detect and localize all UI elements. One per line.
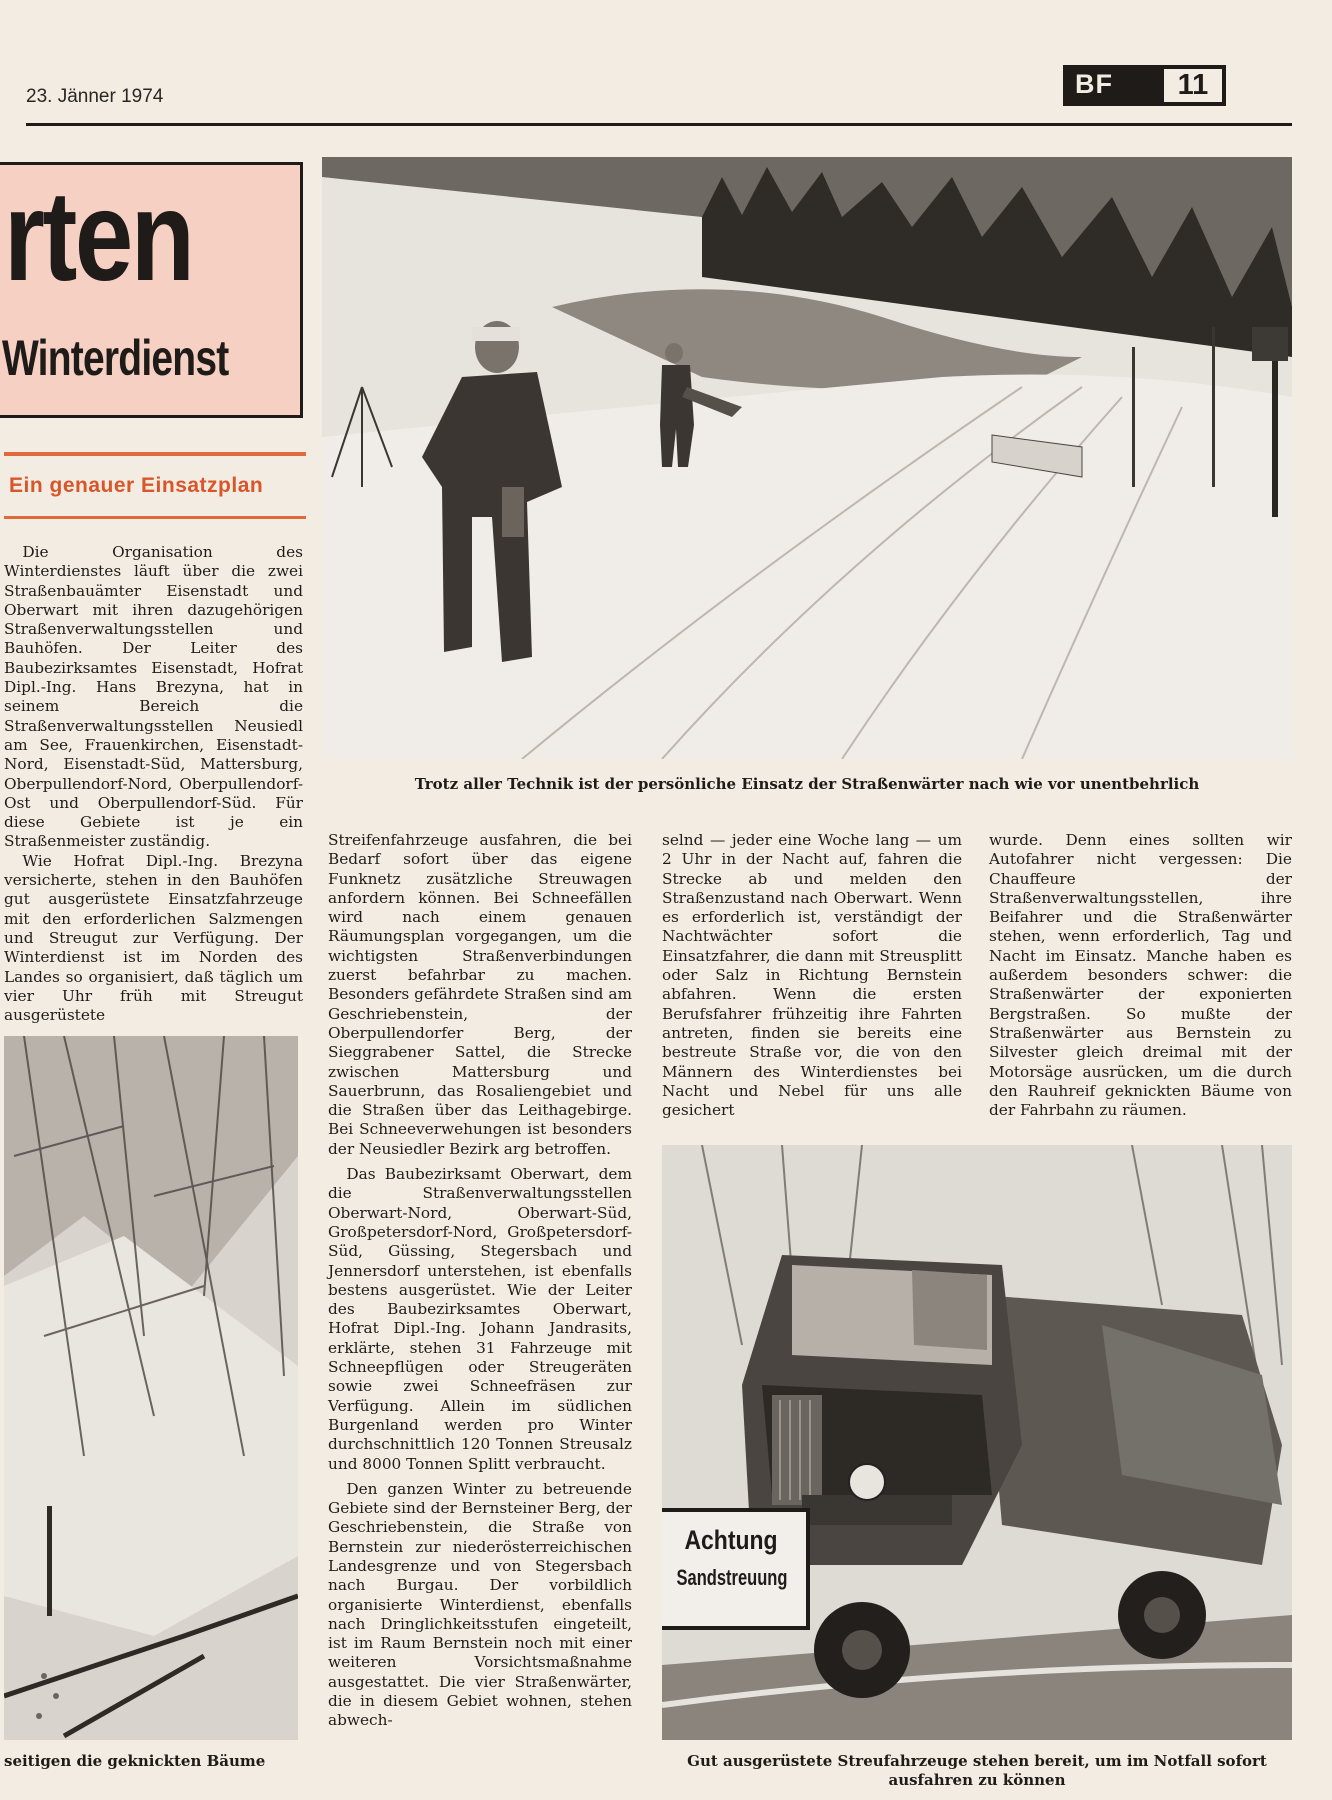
paragraph: selnd — jeder eine Woche lang — um 2 Uhr in der Nacht auf, fahren die Strecke ab und melden den Straßenzustand nach Oberwart. Wenn es erforderlich ist, verständigt der Nachtwächter sofort die Einsatzfahrer, die dann mit Streusplitt oder Salz in Richtung Bernstein abfahren. Wenn die ersten Berufsfahrer frühzeitig ihre Fahrten antreten, finden sie bereits eine bestreute Straße vor, die von den Männern des Winterdienstes bei Nacht und Nebel für uns alle gesichert	[662, 831, 962, 1120]
photo-gritting-truck	[662, 1145, 1292, 1740]
paragraph: Das Baubezirksamt Oberwart, dem die Straßenverwaltungsstellen Oberwart-Nord, Oberwart-Süd, Großpetersdorf-Nord, Großpetersdorf-Süd, Güssing, Stegersbach und Jennersdorf unterstehen, ist ebenfalls bestens ausgerüstet. Wie der Leiter des Baubezirksamtes Oberwart, Hofrat Dipl.-Ing. Johann Jandrasits, erklärte, stehen 31 Fahrzeuge mit Schneepflügen oder Streugeräten sowie zwei Schneefräsen zur Verfügung. Allein im südlichen Burgenland werden pro Winter durchschnittlich 120 Tonnen Streusalz und 8000 Tonnen Splitt verbraucht.	[328, 1165, 632, 1473]
article-column-3	[662, 831, 962, 1120]
section-badge	[1063, 65, 1226, 106]
paragraph: Streifenfahrzeuge ausfahren, die bei Bedarf sofort über das eigene Funknetz zusätzliche Streuwagen anfordern können. Bei Schneefällen wird nach einem genauen Räumungsplan vorgegangen, um die wichtigsten Straßenverbindungen zuerst befahrbar zu machen. Besonders gefährdete Straßen sind am Geschriebenstein, der Oberpullendorfer Berg, der Sieggrabener Sattel, die Strecke zwischen Mattersburg und Sauerbrunn, das Rosaliengebiet und die Straßen über das Leithagebirge. Bei Schneeverwehungen ist besonders der Neusiedler Bezirk arg betroffen.	[328, 831, 632, 1158]
snowy-forest-image	[4, 1036, 298, 1740]
headline-box	[0, 162, 303, 418]
article-column-1	[4, 543, 303, 1025]
road-workers-image	[322, 157, 1292, 759]
article-column-4	[989, 831, 1292, 1120]
header-rule	[26, 123, 1292, 126]
section-rule-top	[4, 452, 306, 456]
section-label: BF	[1075, 69, 1113, 99]
photo-road-workers	[322, 157, 1292, 759]
photo-snowy-forest	[4, 1036, 298, 1740]
paragraph: wurde. Denn eines sollten wir Autofahrer nicht vergessen: Die Chauffeure der Straßenverwaltungsstellen, ihre Beifahrer und die Straßenwärter stehen, wenn erforderlich, Tag und Nacht im Einsatz. Manche haben es außerdem besonders schwer: die Straßenwärter der exponierten Bergstraßen. So mußte der Straßenwärter aus Bernstein zu Silvester gleich dreimal mit der Motorsäge ausrücken, um die durch den Rauhreif geknickten Bäume von der Fahrbahn zu räumen.	[989, 831, 1292, 1120]
headline-sub: Winterdienst	[2, 330, 229, 386]
page-number: 11	[1164, 69, 1222, 102]
headline-main: rten	[4, 165, 193, 308]
gritting-truck-image	[662, 1145, 1292, 1740]
caption-top-photo: Trotz aller Technik ist der persönliche Einsatz der Straßenwärter nach wie vor unentbehrlich	[414, 775, 1200, 793]
caption-truck-photo: Gut ausgerüstete Streufahrzeuge stehen bereit, um im Notfall sofort ausfahren zu können	[687, 1752, 1267, 1789]
section-title: Ein genauer Einsatzplan	[9, 474, 264, 497]
truck-sign-line-2: Sandstreuung	[676, 1565, 788, 1590]
paragraph: Wie Hofrat Dipl.-Ing. Brezyna versicherte, stehen in den Bauhöfen gut ausgerüstete Einsatzfahrzeuge mit den erforderlichen Salzmengen und Streugut zur Verfügung. Der Winterdienst ist im Norden des Landes so organisiert, daß täglich um vier Uhr früh mit Streugut ausgerüstete	[4, 851, 303, 1025]
caption-left-photo: seitigen die geknickten Bäume	[4, 1752, 266, 1770]
truck-sign-line-1: Achtung	[684, 1525, 778, 1555]
paragraph: Den ganzen Winter zu betreuende Gebiete sind der Bernsteiner Berg, der Geschriebenstein, die Straße von Bernstein zur niederösterreichischen Landesgrenze und von Stegersbach nach Burgau. Der vorbildlich organisierte Winterdienst, ebenfalls nach Dringlichkeitsstufen eingeteilt, ist im Raum Bernstein noch mit einer weiteren Vorsichtsmaßnahme ausgestattet. Die vier Straßenwärter, die in diesem Gebiet wohnen, stehen abwech-	[328, 1479, 632, 1730]
issue-date: 23. Jänner 1974	[26, 86, 164, 107]
section-rule-bottom	[4, 516, 306, 519]
paragraph: Die Organisation des Winterdienstes läuft über die zwei Straßenbauämter Eisenstadt und Oberwart mit ihren dazugehörigen Straßenverwaltungsstellen und Bauhöfen. Der Leiter des Baubezirksamtes Eisenstadt, Hofrat Dipl.-Ing. Hans Brezyna, hat in seinem Bereich die Straßenverwaltungsstellen Neusiedl am See, Frauenkirchen, Eisenstadt-Nord, Eisenstadt-Süd, Mattersburg, Oberpullendorf-Nord, Oberpullendorf-Ost und Oberpullendorf-Süd. Für diese Gebiete ist je ein Straßenmeister zuständig.	[4, 543, 303, 851]
article-column-2	[328, 831, 632, 1731]
